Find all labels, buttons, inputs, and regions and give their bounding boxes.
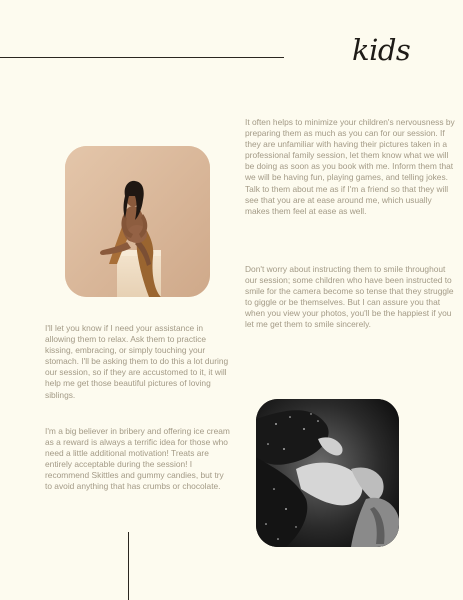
- black-and-white-photo: [256, 399, 399, 547]
- maternity-photo-illustration: [65, 146, 210, 297]
- black-and-white-photo-illustration: [256, 399, 399, 547]
- paragraph-smiling: Don't worry about instructing them to smile throughout our session; some children who have been instructed to smile for the camera become so tense that they struggle to giggle or be themselves. But I can assure you that when you view your photos, you'll be the happiest if you let me get them to smile sincerely.: [245, 264, 454, 330]
- top-divider: [0, 57, 284, 58]
- paragraph-treats: I'm a big believer in bribery and offering ice cream as a reward is always a terrific idea for those who need a little additional motivation! Treats are entirely acceptable during the session! I recommend Skittles and gummy candies, but try to avoid anything that has crumbs or chocolate.: [45, 426, 230, 492]
- bottom-divider: [128, 532, 129, 600]
- paragraph-relax: I'll let you know if I need your assistance in allowing them to relax. Ask them to practice kissing, embracing, or simply touching your stomach. I'll be asking them to do this a lot during our session, so if they are accustomed to it, it will help me get those beautiful pictures of loving siblings.: [45, 323, 229, 400]
- paragraph-preparing-children: It often helps to minimize your children's nervousness by preparing them as much as you can for our session. If they are unfamiliar with having their pictures taken in a professional family session, let them know what we will be doing as soon as you book with me. Inform them that we will be having fun, playing games, and telling jokes. Talk to them about me as if I'm a friend so that they will see that you are at ease around me, which usually makes them feel at ease as well.: [245, 117, 455, 216]
- maternity-photo: [65, 146, 210, 297]
- page-title: kids: [352, 33, 411, 67]
